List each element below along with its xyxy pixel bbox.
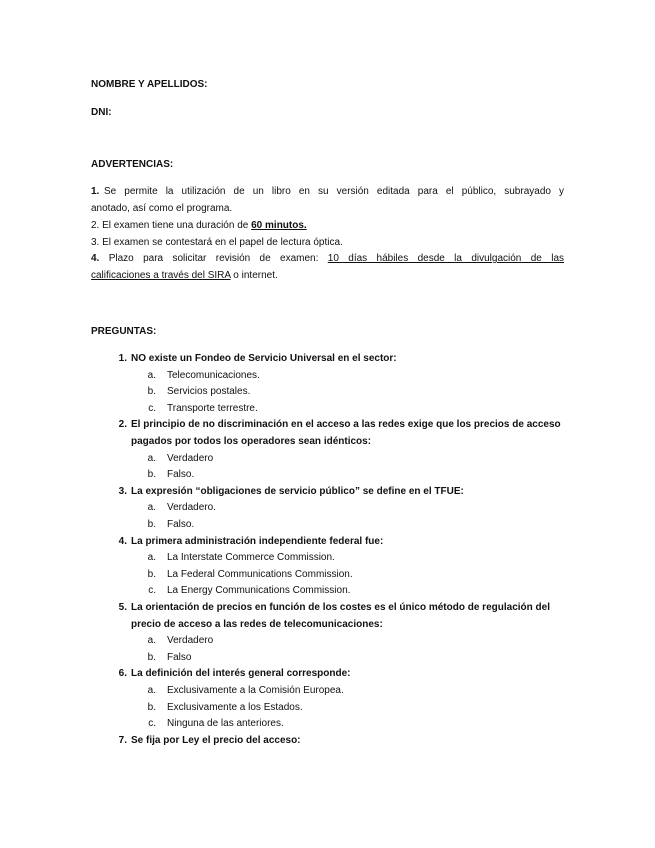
option-letter: c. <box>148 402 156 414</box>
question-number: 6. <box>118 668 127 680</box>
question-text: NO existe un Fondeo de Servicio Universal en el sector: <box>131 353 397 364</box>
question-text: La orientación de precios en función de los costes es el único método de regulación del <box>131 602 550 613</box>
option-text: Exclusivamente a los Estados. <box>167 701 303 713</box>
question-text: precio de acceso a las redes de telecomunicaciones: <box>131 618 383 630</box>
option-letter: b. <box>147 701 156 713</box>
questions-title: PREGUNTAS: <box>91 326 157 337</box>
question-text: pagados por todos los operadores sean idénticos: <box>131 436 372 447</box>
question-number: 7. <box>118 734 127 746</box>
warning-4-line-2 <box>91 269 278 283</box>
option-text: Falso. <box>167 519 195 530</box>
question-text: La expresión “obligaciones de servicio público” se define en el TFUE: <box>131 485 464 497</box>
option-text: Verdadero <box>167 635 214 647</box>
question-text: Se fija por Ley el precio del acceso: <box>131 734 301 746</box>
option-text: Exclusivamente a la Comisión Europea. <box>167 685 344 696</box>
warning-4-sira: calificaciones a través del SIRA <box>91 270 231 281</box>
option-letter: a. <box>147 552 156 564</box>
question-number: 4. <box>118 535 127 547</box>
warning-4-deadline: 10 días hábiles desde la divulgación de las <box>327 253 564 264</box>
warning-4-line-1 <box>91 252 564 266</box>
option-text: Ninguna de las anteriores. <box>167 718 284 730</box>
warning-1 <box>91 185 99 199</box>
option-letter: a. <box>147 369 156 381</box>
option-letter: a. <box>147 502 156 514</box>
warnings-title: ADVERTENCIAS: <box>91 159 174 170</box>
option-text: Verdadero <box>167 452 214 464</box>
warning-2-number: 2. <box>91 220 100 231</box>
option-text: Telecomunicaciones. <box>167 369 260 381</box>
warning-3-number: 3. <box>91 237 100 248</box>
option-letter: a. <box>147 452 156 464</box>
question-text: La primera administración independiente federal fue: <box>131 535 384 547</box>
warning-2-duration: 60 minutos. <box>251 220 307 231</box>
warning-1-line-1: Se permite la utilización de un libro en su versión editada para el público, subrayado y <box>104 186 564 197</box>
question-number: 1. <box>118 353 127 364</box>
option-text: Transporte terrestre. <box>167 402 258 414</box>
question-number: 2. <box>118 419 127 431</box>
warning-3 <box>91 236 343 250</box>
warning-4-number: 4. <box>91 253 100 264</box>
question-number: 3. <box>118 485 127 497</box>
option-letter: b. <box>147 469 156 481</box>
option-letter: c. <box>148 718 156 730</box>
option-text: La Energy Communications Commission. <box>167 585 351 597</box>
warning-2-text: El examen tiene una duración de <box>102 220 252 231</box>
option-text: La Federal Communications Commission. <box>167 568 353 580</box>
option-letter: b. <box>147 651 156 663</box>
option-letter: b. <box>147 386 156 398</box>
option-text: Servicios postales. <box>167 386 251 398</box>
dni-label: DNI: <box>91 107 112 118</box>
name-label: NOMBRE Y APELLIDOS: <box>91 79 208 90</box>
warning-1-number: 1. <box>91 186 100 197</box>
warning-4-text: Plazo para solicitar revisión de examen: <box>108 253 328 264</box>
warning-3-text: El examen se contestará en el papel de lectura óptica. <box>102 237 343 248</box>
warning-1-line-2: anotado, así como el programa. <box>91 203 233 214</box>
option-letter: b. <box>147 519 156 530</box>
option-text: Falso. <box>167 469 195 481</box>
option-text: Verdadero. <box>167 502 216 514</box>
page-bottom-margin <box>0 748 655 848</box>
option-letter: c. <box>148 585 156 597</box>
question-text: El principio de no discriminación en el acceso a las redes exige que los precios de acceso <box>131 419 561 431</box>
warning-2 <box>91 219 307 233</box>
option-letter: a. <box>147 635 156 647</box>
option-text: Falso <box>167 651 192 663</box>
option-letter: a. <box>147 685 156 696</box>
question-number: 5. <box>118 602 127 613</box>
option-text: La Interstate Commerce Commission. <box>167 552 335 564</box>
warning-4-tail: o internet. <box>230 270 278 281</box>
question-text: La definición del interés general corresponde: <box>131 668 351 680</box>
option-letter: b. <box>147 568 156 580</box>
